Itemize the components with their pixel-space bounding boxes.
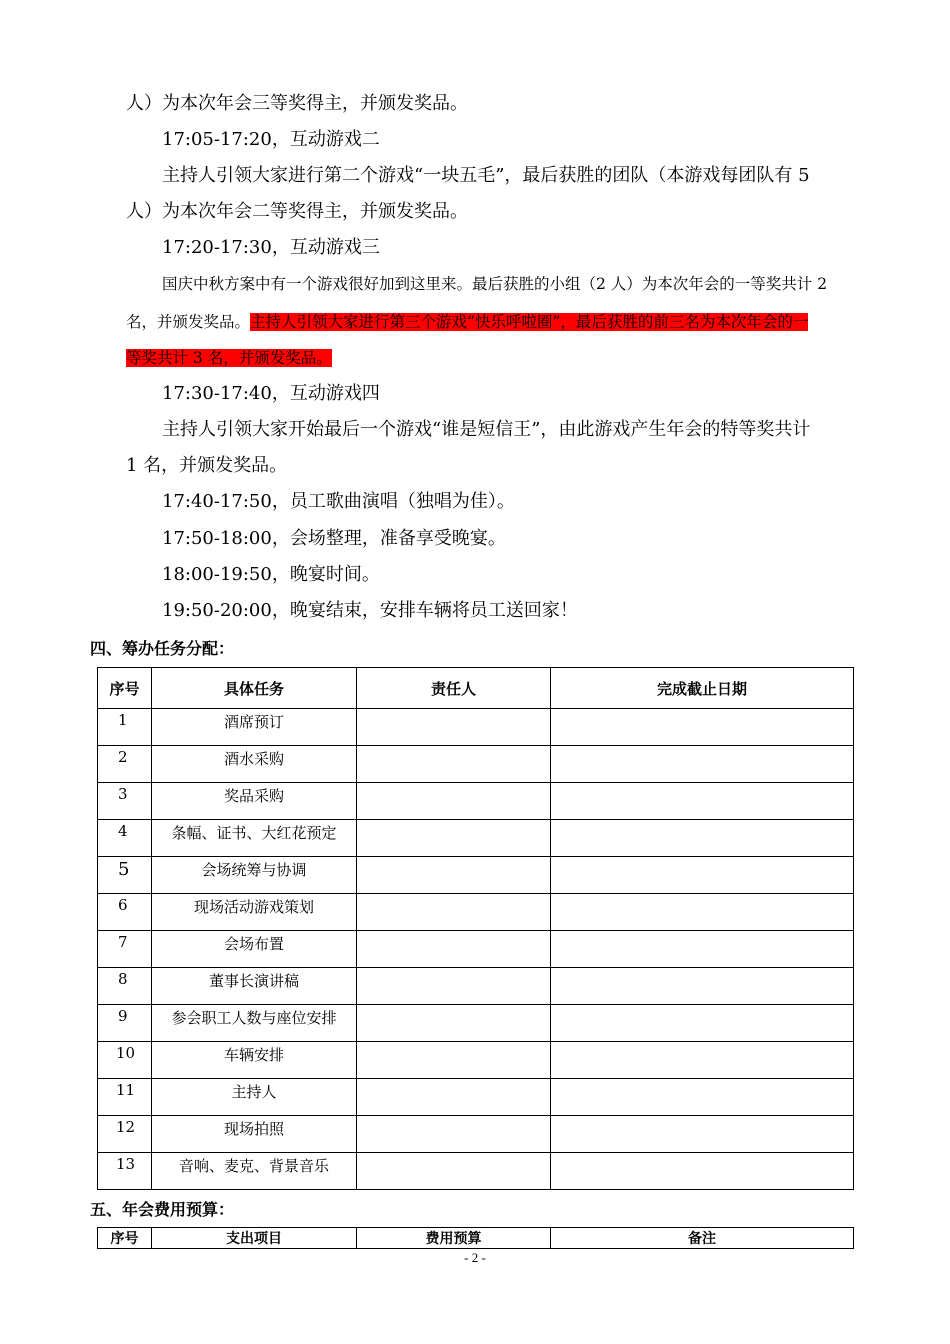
- row-owner-cell[interactable]: [357, 968, 551, 1005]
- budget-header-notes: 备注: [551, 1228, 854, 1249]
- row-deadline-cell[interactable]: [551, 1005, 854, 1042]
- budget-header-index: 序号: [98, 1228, 152, 1249]
- body-line-4: 人）为本次年会二等奖得主，并颁发奖品。: [126, 201, 468, 222]
- row-deadline-cell[interactable]: [551, 931, 854, 968]
- row-task: 现场拍照: [152, 1116, 357, 1153]
- row-index: 2: [98, 746, 152, 783]
- body-line-5: 17:20-17:30，互动游戏三: [162, 237, 380, 258]
- row-owner-cell[interactable]: [357, 1005, 551, 1042]
- task-table-header-row: [98, 668, 854, 709]
- row-task: 条幅、证书、大红花预定: [152, 820, 357, 857]
- row-owner-cell[interactable]: [357, 820, 551, 857]
- row-deadline-cell[interactable]: [551, 709, 854, 746]
- row-deadline-cell[interactable]: [551, 1079, 854, 1116]
- row-deadline-cell[interactable]: [551, 857, 854, 894]
- table-row: [98, 820, 854, 857]
- row-owner-cell[interactable]: [357, 1116, 551, 1153]
- row-task: 会场布置: [152, 931, 357, 968]
- row-task: 会场统筹与协调: [152, 857, 357, 894]
- table-row: [98, 1042, 854, 1079]
- row-owner-cell[interactable]: [357, 709, 551, 746]
- row-task: 主持人: [152, 1079, 357, 1116]
- row-index: 9: [98, 1005, 152, 1042]
- row-deadline-cell[interactable]: [551, 894, 854, 931]
- budget-table-header-row: [98, 1228, 854, 1249]
- row-owner-cell[interactable]: [357, 1153, 551, 1190]
- task-header-index: 序号: [98, 668, 152, 709]
- row-owner-cell[interactable]: [357, 894, 551, 931]
- row-index: 7: [98, 931, 152, 968]
- highlighted-text-2: 等奖共计 3 名，并颁发奖品。: [126, 349, 332, 367]
- body-line-14: 18:00-19:50，晚宴时间。: [162, 564, 380, 585]
- body-line-3: 主持人引领大家进行第二个游戏“一块五毛”，最后获胜的团队（本游戏每团队有 5: [162, 165, 810, 186]
- body-line-7: [126, 310, 808, 334]
- table-row: [98, 1005, 854, 1042]
- row-deadline-cell[interactable]: [551, 1042, 854, 1079]
- row-deadline-cell[interactable]: [551, 820, 854, 857]
- row-task: 参会职工人数与座位安排: [152, 1005, 357, 1042]
- budget-header-amount: 费用预算: [357, 1228, 551, 1249]
- row-deadline-cell[interactable]: [551, 1153, 854, 1190]
- row-owner-cell[interactable]: [357, 1079, 551, 1116]
- section-4-heading: 四、筹办任务分配：: [90, 639, 235, 658]
- row-owner-cell[interactable]: [357, 857, 551, 894]
- row-deadline-cell[interactable]: [551, 746, 854, 783]
- row-task: 酒水采购: [152, 746, 357, 783]
- page-number: - 2 -: [464, 1250, 486, 1265]
- table-row: [98, 783, 854, 820]
- body-line-12: 17:40-17:50，员工歌曲演唱（独唱为佳）。: [162, 491, 515, 512]
- table-row: [98, 857, 854, 894]
- row-index: 12: [98, 1116, 152, 1153]
- body-line-10: 主持人引领大家开始最后一个游戏“谁是短信王”，由此游戏产生年会的特等奖共计: [162, 419, 811, 440]
- body-line-8: [126, 346, 332, 370]
- body-line-15: 19:50-20:00，晚宴结束，安排车辆将员工送回家！: [162, 600, 578, 621]
- body-line-13: 17:50-18:00，会场整理，准备享受晚宴。: [162, 528, 506, 549]
- row-task: 酒席预订: [152, 709, 357, 746]
- table-row: [98, 968, 854, 1005]
- row-index: 10: [98, 1042, 152, 1079]
- table-row: [98, 931, 854, 968]
- task-header-task: 具体任务: [152, 668, 357, 709]
- row-task: 音响、麦克、背景音乐: [152, 1153, 357, 1190]
- row-deadline-cell[interactable]: [551, 968, 854, 1005]
- section-5-heading: 五、年会费用预算：: [90, 1200, 235, 1219]
- row-owner-cell[interactable]: [357, 783, 551, 820]
- body-line-9: 17:30-17:40，互动游戏四: [162, 383, 380, 404]
- body-line-6: 国庆中秋方案中有一个游戏很好加到这里来。最后获胜的小组（2 人）为本次年会的一等奖共计 2: [162, 275, 828, 293]
- budget-table: [97, 1227, 854, 1249]
- row-index: 1: [98, 709, 152, 746]
- table-row: [98, 894, 854, 931]
- row-deadline-cell[interactable]: [551, 783, 854, 820]
- task-header-owner: 责任人: [357, 668, 551, 709]
- highlighted-text-1: 主持人引领大家进行第三个游戏“快乐呼啦圈”，最后获胜的前三名为本次年会的一: [250, 313, 809, 331]
- row-index: 5: [98, 857, 152, 894]
- row-owner-cell[interactable]: [357, 746, 551, 783]
- row-task: 车辆安排: [152, 1042, 357, 1079]
- body-line-11: 1 名，并颁发奖品。: [126, 455, 288, 476]
- body-line-2: 17:05-17:20，互动游戏二: [162, 129, 380, 150]
- row-task: 现场活动游戏策划: [152, 894, 357, 931]
- row-deadline-cell[interactable]: [551, 1116, 854, 1153]
- row-index: 3: [98, 783, 152, 820]
- row-task: 董事长演讲稿: [152, 968, 357, 1005]
- row-task: 奖品采购: [152, 783, 357, 820]
- table-row: [98, 709, 854, 746]
- table-row: [98, 1153, 854, 1190]
- row-owner-cell[interactable]: [357, 931, 551, 968]
- task-table-body: [98, 709, 854, 1190]
- row-index: 4: [98, 820, 152, 857]
- row-index: 8: [98, 968, 152, 1005]
- task-assignment-table: [97, 667, 854, 1190]
- row-index: 11: [98, 1079, 152, 1116]
- task-header-deadline: 完成截止日期: [551, 668, 854, 709]
- table-row: [98, 1079, 854, 1116]
- body-line-1: 人）为本次年会三等奖得主，并颁发奖品。: [126, 93, 468, 114]
- table-row: [98, 746, 854, 783]
- table-row: [98, 1116, 854, 1153]
- row-owner-cell[interactable]: [357, 1042, 551, 1079]
- body-line-7-plain: 名，并颁发奖品。: [126, 313, 251, 331]
- row-index: 13: [98, 1153, 152, 1190]
- budget-header-item: 支出项目: [152, 1228, 357, 1249]
- row-index: 6: [98, 894, 152, 931]
